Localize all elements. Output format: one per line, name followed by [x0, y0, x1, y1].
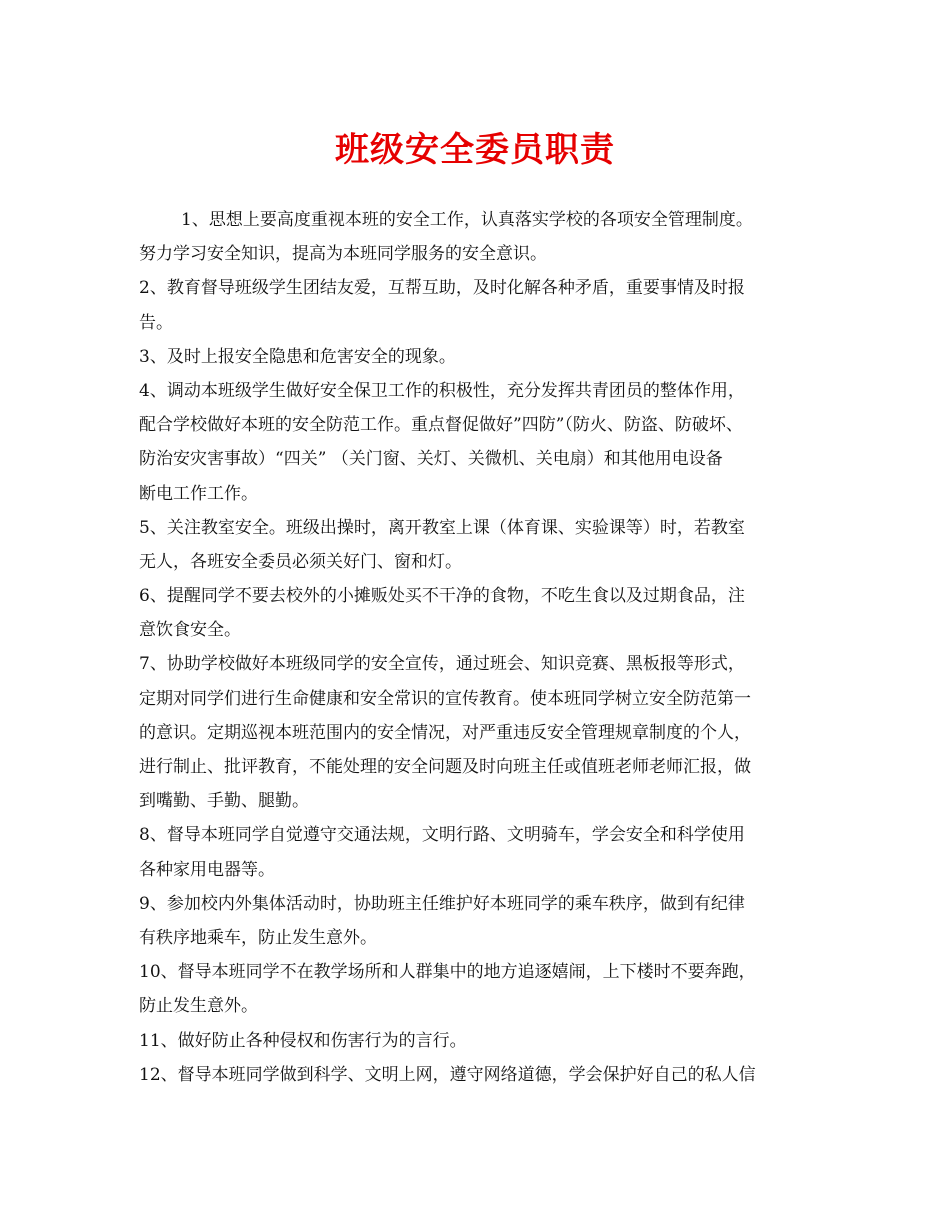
paragraph-line: 定期对同学们进行生命健康和安全常识的宣传教育。使本班同学树立安全防范第一	[139, 688, 751, 709]
paragraph-line: 的意识。定期巡视本班范围内的安全情况，对严重违反安全管理规章制度的个人，	[139, 722, 751, 743]
paragraph-line: 3、及时上报安全隐患和危害安全的现象。	[139, 346, 456, 367]
paragraph-line: 各种家用电器等。	[139, 859, 275, 880]
paragraph-line: 4、调动本班级学生做好安全保卫工作的积极性，充分发挥共青团员的整体作用，	[139, 380, 745, 401]
paragraph-line: 12、督导本班同学做到科学、文明上网，遵守网络道德，学会保护好自己的私人信	[139, 1064, 756, 1085]
paragraph-line: 进行制止、批评教育，不能处理的安全问题及时向班主任或值班老师老师汇报，做	[139, 757, 751, 777]
paragraph-line: 意饮食安全。	[139, 620, 241, 641]
paragraph-line: 1、思想上要高度重视本班的安全工作，认真落实学校的各项安全管理制度。	[181, 210, 753, 230]
paragraph-line: 配合学校做好本班的安全防范工作。重点督促做好”四防”（防火、防盗、防破坏、	[139, 415, 743, 436]
paragraph-line: 8、督导本班同学自觉遵守交通法规，文明行路、文明骑车，学会安全和科学使用	[139, 825, 745, 846]
paragraph-line: 防治安灾害事故）“四关” （关门窗、关灯、关微机、关电扇）和其他用电设备	[139, 449, 723, 470]
paragraph-line: 努力学习安全知识，提高为本班同学服务的安全意识。	[139, 244, 547, 265]
paragraph-line: 7、协助学校做好本班级同学的安全宣传，通过班会、知识竞赛、黑板报等形式，	[139, 654, 745, 675]
paragraph-line: 6、提醒同学不要去校外的小摊贩处买不干净的食物，不吃生食以及过期食品，注	[139, 586, 745, 607]
paragraph-line: 无人，各班安全委员必须关好门、窗和灯。	[139, 551, 462, 572]
paragraph-line: 2、教育督导班级学生团结友爱，互帮互助，及时化解各种矛盾，重要事情及时报	[139, 278, 745, 299]
paragraph-line: 防止发生意外。	[139, 996, 258, 1017]
paragraph-line: 有秩序地乘车，防止发生意外。	[139, 927, 377, 948]
paragraph-line: 断电工作工作。	[139, 483, 258, 504]
paragraph-line: 11、做好防止各种侵权和伤害行为的言行。	[139, 1030, 467, 1051]
paragraph-line: 告。	[139, 312, 173, 333]
paragraph-line: 9、参加校内外集体活动时，协助班主任维护好本班同学的乘车秩序，做到有纪律	[139, 893, 745, 914]
paragraph-line: 10、督导本班同学不在教学场所和人群集中的地方追逐嬉闹，上下楼时不要奔跑，	[139, 962, 756, 983]
document-body	[139, 203, 839, 1092]
paragraph-line: 5、关注教室安全。班级出操时，离开教室上课（体育课、实验课等）时，若教室	[139, 517, 745, 538]
page-title: 班级安全委员职责	[335, 130, 615, 170]
paragraph-line: 到嘴勤、手勤、腿勤。	[139, 791, 309, 812]
